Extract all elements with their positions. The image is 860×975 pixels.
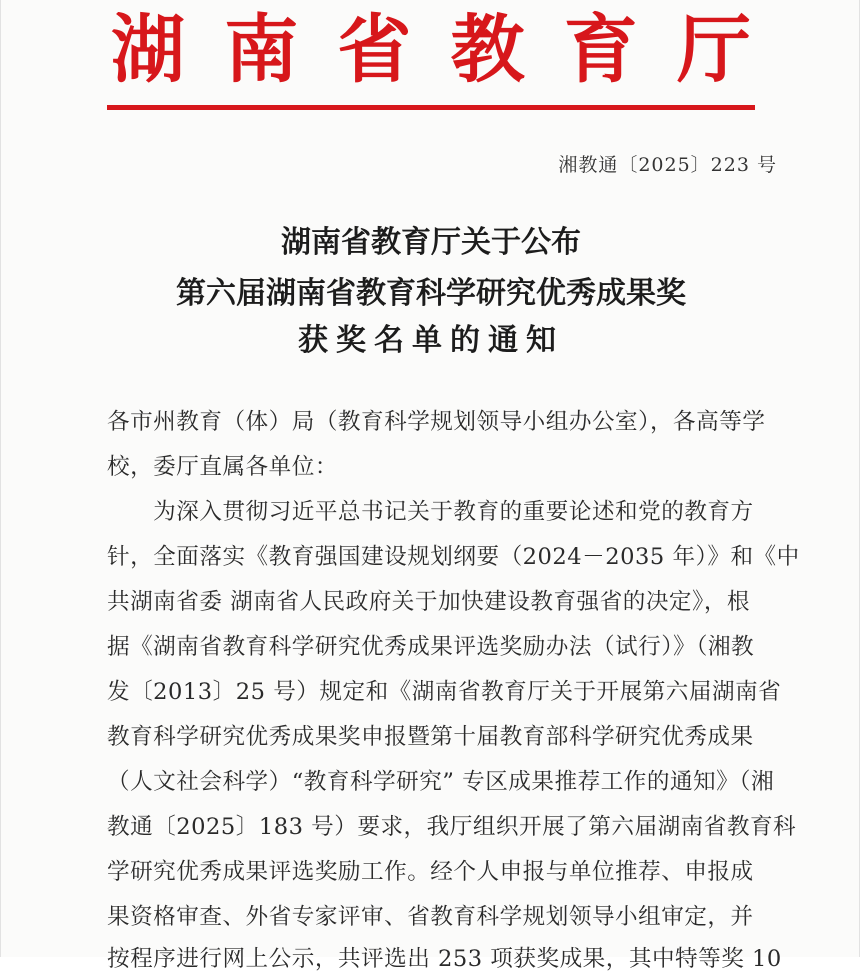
body-line: 发〔2013〕25 号）规定和《湖南省教育厅关于开展第六届湖南省 <box>107 679 782 705</box>
body-line: （人文社会科学）“教育科学研究” 专区成果推荐工作的通知》（湘 <box>107 769 775 795</box>
body-line: 按程序进行网上公示，共评选出 253 项获奖成果，其中特等奖 10 <box>107 946 782 972</box>
masthead-char: 省 <box>337 7 412 93</box>
title-line-2: 第六届湖南省教育科学研究优秀成果奖 <box>176 276 686 311</box>
document-number: 湘教通〔2025〕223 号 <box>558 154 777 176</box>
body-line: 学研究优秀成果评选奖励工作。经个人申报与单位推荐、申报成 <box>107 859 754 885</box>
body-line: 共湖南省委 湖南省人民政府关于加快建设教育强省的决定》，根 <box>107 589 751 615</box>
masthead-char: 湖 <box>111 7 185 93</box>
body-line: 教通〔2025〕183 号）要求，我厅组织开展了第六届湖南省教育科 <box>107 814 797 840</box>
title-line-3: 获奖名单的通知 <box>298 323 564 358</box>
masthead <box>111 4 751 96</box>
title-line-1: 湖南省教育厅关于公布 <box>281 225 581 260</box>
masthead-char: 教 <box>450 7 525 93</box>
body-line: 针，全面落实《教育强国建设规划纲要（2024－2035 年）》和《中 <box>107 544 800 570</box>
body-line: 各市州教育（体）局（教育科学规划领导小组办公室），各高等学 <box>107 409 766 435</box>
body-line: 校，委厅直属各单位： <box>107 454 338 480</box>
body-line: 教育科学研究优秀成果奖申报暨第十届教育部科学研究优秀成果 <box>107 724 754 750</box>
masthead-divider <box>107 105 755 110</box>
body-line: 据《湖南省教育科学研究优秀成果评选奖励办法（试行）》（湘教 <box>107 634 755 660</box>
masthead-char: 厅 <box>676 7 751 93</box>
body-line: 果资格审查、外省专家评审、省教育科学规划领导小组审定，并 <box>107 904 754 930</box>
masthead-char: 育 <box>563 7 638 93</box>
masthead-char: 南 <box>224 7 299 93</box>
body-line: 为深入贯彻习近平总书记关于教育的重要论述和党的教育方 <box>107 499 754 525</box>
